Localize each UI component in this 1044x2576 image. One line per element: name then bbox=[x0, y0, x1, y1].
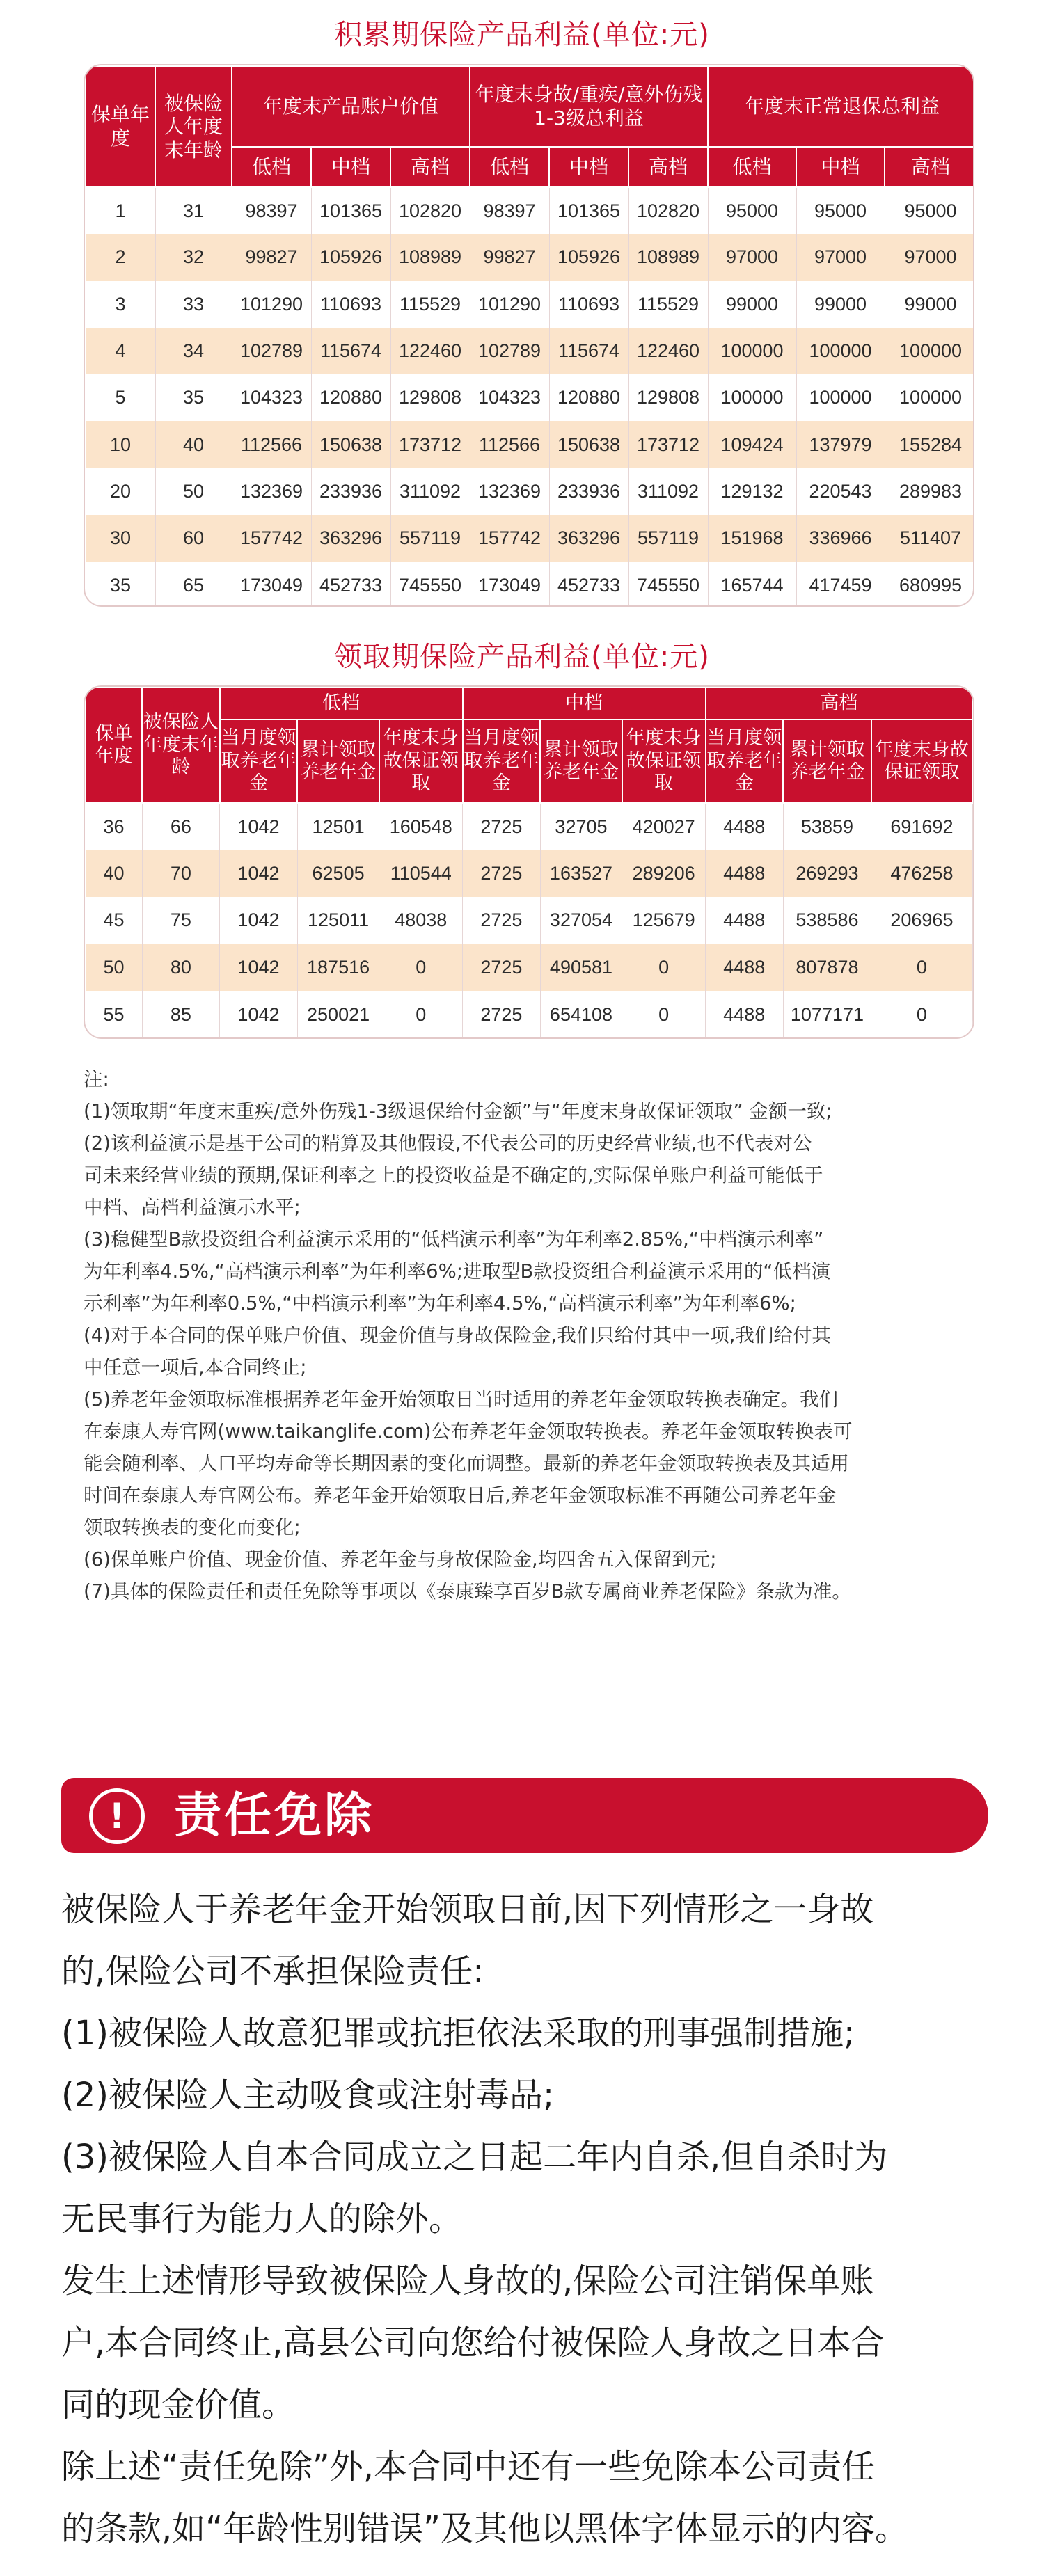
exclamation-circle-icon: ! bbox=[89, 1788, 145, 1844]
table-cell: 132369 bbox=[232, 468, 311, 515]
table-row bbox=[86, 515, 974, 562]
table-cell: 311092 bbox=[628, 468, 708, 515]
note-line: (5)养老年金领取标准根据养老年金开始领取日当时适用的养老年金领取转换表确定。我们 bbox=[84, 1388, 838, 1410]
table-cell: 0 bbox=[379, 991, 463, 1038]
table-cell: 80 bbox=[142, 944, 220, 992]
table-cell: 101290 bbox=[470, 281, 549, 328]
table-cell: 233936 bbox=[549, 468, 628, 515]
notes-list bbox=[84, 1095, 974, 1607]
table-cell: 110693 bbox=[549, 281, 628, 328]
table-cell: 289206 bbox=[622, 850, 706, 898]
table-cell: 0 bbox=[871, 991, 972, 1038]
table-row bbox=[86, 991, 972, 1038]
table-cell: 33 bbox=[155, 281, 232, 328]
table-cell: 125679 bbox=[622, 897, 706, 944]
table-cell: 100000 bbox=[708, 374, 796, 421]
body-line: 发生上述情形导致被保险人身故的,保险公司注销保单账 bbox=[61, 2261, 874, 2300]
table-cell: 2 bbox=[86, 234, 155, 280]
table-cell: 100000 bbox=[885, 328, 974, 374]
table-cell: 1042 bbox=[220, 944, 298, 992]
table-cell: 50 bbox=[86, 944, 142, 992]
accumulation-benefits-table bbox=[85, 65, 974, 607]
header-policy-year: 保单年度 bbox=[86, 66, 155, 187]
table-cell: 115529 bbox=[390, 281, 470, 328]
table-cell: 20 bbox=[86, 468, 155, 515]
accumulation-table-body bbox=[86, 187, 974, 607]
payout-table-title: 领取期保险产品利益(单位:元) bbox=[334, 641, 710, 673]
table-cell: 206965 bbox=[871, 897, 972, 944]
header-low: 低档 bbox=[232, 147, 311, 187]
header-insured-age: 被保险人年度末年龄 bbox=[155, 66, 232, 187]
body-line: (2)被保险人主动吸食或注射毒品; bbox=[61, 2076, 555, 2115]
table-cell: 5 bbox=[86, 374, 155, 421]
table-cell: 137979 bbox=[796, 421, 885, 468]
table-cell: 173712 bbox=[628, 421, 708, 468]
table-cell: 98397 bbox=[232, 187, 311, 234]
table-cell: 99827 bbox=[470, 234, 549, 280]
table-cell: 102789 bbox=[470, 328, 549, 374]
table-row bbox=[86, 562, 974, 607]
table-cell: 490581 bbox=[540, 944, 622, 992]
table-cell: 95000 bbox=[708, 187, 796, 234]
table-cell: 30 bbox=[86, 515, 155, 562]
note-line: 中档、高档利益演示水平; bbox=[84, 1196, 301, 1218]
table-cell: 807878 bbox=[783, 944, 871, 992]
table-cell: 95000 bbox=[885, 187, 974, 234]
table-cell: 1042 bbox=[220, 803, 298, 850]
body-line: (1)被保险人故意犯罪或抗拒依法采取的刑事强制措施; bbox=[61, 2014, 855, 2053]
table-cell: 50 bbox=[155, 468, 232, 515]
header-policy-year: 保单年度 bbox=[86, 687, 142, 803]
table-cell: 99000 bbox=[796, 281, 885, 328]
table-cell: 150638 bbox=[311, 421, 390, 468]
table-cell: 95000 bbox=[796, 187, 885, 234]
notes-section bbox=[84, 1063, 974, 1607]
table-cell: 112566 bbox=[232, 421, 311, 468]
table-cell: 220543 bbox=[796, 468, 885, 515]
body-line: 除上述“责任免除”外,本合同中还有一些免除本公司责任 bbox=[61, 2447, 875, 2486]
table-row bbox=[86, 374, 974, 421]
header-death-guarantee: 年度末身故保证领取 bbox=[379, 719, 463, 803]
header-low: 低档 bbox=[470, 147, 549, 187]
table-cell: 66 bbox=[142, 803, 220, 850]
note-line: 在泰康人寿官网(www.taikanglife.com)公布养老年金领取转换表。养老年金领取转换表可 bbox=[84, 1420, 853, 1442]
table-cell: 105926 bbox=[311, 234, 390, 280]
table-cell: 100000 bbox=[796, 374, 885, 421]
table-cell: 250021 bbox=[297, 991, 379, 1038]
table-cell: 157742 bbox=[232, 515, 311, 562]
table-row bbox=[86, 187, 974, 234]
table-cell: 0 bbox=[379, 944, 463, 992]
table-cell: 62505 bbox=[297, 850, 379, 898]
table-cell: 108989 bbox=[390, 234, 470, 280]
header-low-group: 低档 bbox=[220, 687, 463, 719]
table-cell: 157742 bbox=[470, 515, 549, 562]
header-mid: 中档 bbox=[549, 147, 628, 187]
table-cell: 680995 bbox=[885, 562, 974, 607]
table-cell: 40 bbox=[86, 850, 142, 898]
table-cell: 4488 bbox=[706, 850, 784, 898]
table-cell: 70 bbox=[142, 850, 220, 898]
table-cell: 163527 bbox=[540, 850, 622, 898]
table-cell: 155284 bbox=[885, 421, 974, 468]
table-cell: 115674 bbox=[311, 328, 390, 374]
table-cell: 34 bbox=[155, 328, 232, 374]
table-cell: 101290 bbox=[232, 281, 311, 328]
table-cell: 129808 bbox=[628, 374, 708, 421]
table-cell: 32 bbox=[155, 234, 232, 280]
table-cell: 511407 bbox=[885, 515, 974, 562]
table-cell: 2725 bbox=[463, 850, 541, 898]
note-line: (2)该利益演示是基于公司的精算及其他假设,不代表公司的历史经营业绩,也不代表对公 bbox=[84, 1132, 812, 1154]
table-cell: 104323 bbox=[470, 374, 549, 421]
table-row bbox=[86, 897, 972, 944]
table-cell: 109424 bbox=[708, 421, 796, 468]
table-cell: 31 bbox=[155, 187, 232, 234]
table-cell: 311092 bbox=[390, 468, 470, 515]
table-cell: 99000 bbox=[708, 281, 796, 328]
note-line: (6)保单账户价值、现金价值、养老年金与身故保险金,均四舍五入保留到元; bbox=[84, 1548, 717, 1571]
note-line: 司未来经营业绩的预期,保证利率之上的投资收益是不确定的,实际保单账户利益可能低于 bbox=[84, 1164, 823, 1186]
table-row bbox=[86, 281, 974, 328]
table-cell: 10 bbox=[86, 421, 155, 468]
accumulation-table-title: 积累期保险产品利益(单位:元) bbox=[334, 19, 710, 51]
note-line: 为年利率4.5%,“高档演示利率”为年利率6%;进取型B款投资组合利益演示采用的“低档演 bbox=[84, 1260, 831, 1282]
table-cell: 4 bbox=[86, 328, 155, 374]
table-cell: 115529 bbox=[628, 281, 708, 328]
table-cell: 1042 bbox=[220, 991, 298, 1038]
note-line: 时间在泰康人寿官网公布。养老年金开始领取日后,养老年金领取标准不再随公司养老年金 bbox=[84, 1484, 837, 1506]
table-cell: 36 bbox=[86, 803, 142, 850]
table-cell: 476258 bbox=[871, 850, 972, 898]
table-cell: 187516 bbox=[297, 944, 379, 992]
table-cell: 122460 bbox=[390, 328, 470, 374]
table-cell: 2725 bbox=[463, 897, 541, 944]
table-cell: 55 bbox=[86, 991, 142, 1038]
table-cell: 557119 bbox=[390, 515, 470, 562]
note-line: 领取转换表的变化而变化; bbox=[84, 1516, 301, 1539]
header-monthly-annuity: 当月度领取养老年金 bbox=[706, 719, 784, 803]
header-death-guarantee: 年度末身故保证领取 bbox=[871, 719, 972, 803]
table-cell: 102820 bbox=[628, 187, 708, 234]
table-cell: 100000 bbox=[708, 328, 796, 374]
table-cell: 35 bbox=[155, 374, 232, 421]
table-cell: 173049 bbox=[232, 562, 311, 607]
table-cell: 654108 bbox=[540, 991, 622, 1038]
table-cell: 98397 bbox=[470, 187, 549, 234]
table-cell: 0 bbox=[622, 991, 706, 1038]
table-cell: 1042 bbox=[220, 897, 298, 944]
table-cell: 173049 bbox=[470, 562, 549, 607]
accumulation-table-container bbox=[84, 64, 974, 607]
table-cell: 60 bbox=[155, 515, 232, 562]
table-cell: 165744 bbox=[708, 562, 796, 607]
header-monthly-annuity: 当月度领取养老年金 bbox=[220, 719, 298, 803]
table-cell: 2725 bbox=[463, 803, 541, 850]
header-low: 低档 bbox=[708, 147, 796, 187]
table-cell: 452733 bbox=[549, 562, 628, 607]
table-cell: 538586 bbox=[783, 897, 871, 944]
table-cell: 101365 bbox=[311, 187, 390, 234]
table-cell: 420027 bbox=[622, 803, 706, 850]
table-cell: 160548 bbox=[379, 803, 463, 850]
exclusions-title: 责任免除 bbox=[174, 1788, 375, 1843]
table-cell: 336966 bbox=[796, 515, 885, 562]
table-row bbox=[86, 803, 972, 850]
table-row bbox=[86, 234, 974, 280]
table-cell: 327054 bbox=[540, 897, 622, 944]
table-cell: 122460 bbox=[628, 328, 708, 374]
header-death-benefit: 年度末身故/重疾/意外伤残1-3级总利益 bbox=[470, 66, 708, 147]
table-cell: 132369 bbox=[470, 468, 549, 515]
table-cell: 48038 bbox=[379, 897, 463, 944]
table-cell: 35 bbox=[86, 562, 155, 607]
table-cell: 1042 bbox=[220, 850, 298, 898]
table-cell: 125011 bbox=[297, 897, 379, 944]
table-row bbox=[86, 328, 974, 374]
header-monthly-annuity: 当月度领取养老年金 bbox=[463, 719, 541, 803]
payout-table-container bbox=[84, 685, 974, 1039]
table-cell: 4488 bbox=[706, 897, 784, 944]
body-line: 的条款,如“年龄性别错误”及其他以黑体字体显示的内容。 bbox=[61, 2509, 908, 2548]
table-cell: 0 bbox=[871, 944, 972, 992]
body-line: 无民事行为能力人的除外。 bbox=[61, 2200, 463, 2239]
table-cell: 104323 bbox=[232, 374, 311, 421]
header-account-value: 年度末产品账户价值 bbox=[232, 66, 470, 147]
table-cell: 4488 bbox=[706, 803, 784, 850]
table-cell: 363296 bbox=[311, 515, 390, 562]
table-cell: 150638 bbox=[549, 421, 628, 468]
body-line: 户,本合同终止,高县公司向您给付被保险人身故之日本合 bbox=[61, 2323, 885, 2362]
table-row bbox=[86, 944, 972, 992]
table-cell: 85 bbox=[142, 991, 220, 1038]
table-cell: 112566 bbox=[470, 421, 549, 468]
table-cell: 100000 bbox=[885, 374, 974, 421]
note-line: (1)领取期“年度末重疾/意外伤残1-3级退保给付金额”与“年度末身故保证领取” 金额一致; bbox=[84, 1100, 832, 1122]
table-cell: 75 bbox=[142, 897, 220, 944]
table-cell: 1 bbox=[86, 187, 155, 234]
header-cumulative-annuity: 累计领取养老年金 bbox=[783, 719, 871, 803]
table-cell: 691692 bbox=[871, 803, 972, 850]
header-mid: 中档 bbox=[796, 147, 885, 187]
table-cell: 12501 bbox=[297, 803, 379, 850]
table-cell: 53859 bbox=[783, 803, 871, 850]
body-line: (3)被保险人自本合同成立之日起二年内自杀,但自杀时为 bbox=[61, 2138, 888, 2177]
table-cell: 65 bbox=[155, 562, 232, 607]
table-cell: 233936 bbox=[311, 468, 390, 515]
table-cell: 102820 bbox=[390, 187, 470, 234]
header-high: 高档 bbox=[628, 147, 708, 187]
table-cell: 417459 bbox=[796, 562, 885, 607]
note-line: 中任意一项后,本合同终止; bbox=[84, 1356, 307, 1378]
table-cell: 102789 bbox=[232, 328, 311, 374]
table-cell: 3 bbox=[86, 281, 155, 328]
header-cumulative-annuity: 累计领取养老年金 bbox=[297, 719, 379, 803]
table-cell: 101365 bbox=[549, 187, 628, 234]
table-cell: 97000 bbox=[708, 234, 796, 280]
table-row bbox=[86, 468, 974, 515]
table-cell: 452733 bbox=[311, 562, 390, 607]
note-line: (4)对于本合同的保单账户价值、现金价值与身故保险金,我们只给付其中一项,我们给付其 bbox=[84, 1324, 831, 1346]
header-mid: 中档 bbox=[311, 147, 390, 187]
note-line: (7)具体的保险责任和责任免除等事项以《泰康臻享百岁B款专属商业养老保险》条款为准。 bbox=[84, 1580, 851, 1603]
table-cell: 110544 bbox=[379, 850, 463, 898]
table-cell: 289983 bbox=[885, 468, 974, 515]
table-cell: 129132 bbox=[708, 468, 796, 515]
table-row bbox=[86, 850, 972, 898]
table-cell: 115674 bbox=[549, 328, 628, 374]
table-cell: 99000 bbox=[885, 281, 974, 328]
table-cell: 2725 bbox=[463, 991, 541, 1038]
table-cell: 4488 bbox=[706, 991, 784, 1038]
header-mid-group: 中档 bbox=[463, 687, 706, 719]
table-cell: 99827 bbox=[232, 234, 311, 280]
table-row bbox=[86, 421, 974, 468]
body-line: 同的现金价值。 bbox=[61, 2385, 296, 2424]
table-cell: 32705 bbox=[540, 803, 622, 850]
header-surrender-benefit: 年度末正常退保总利益 bbox=[708, 66, 974, 147]
payout-table-body bbox=[86, 803, 972, 1038]
table-cell: 4488 bbox=[706, 944, 784, 992]
table-cell: 745550 bbox=[390, 562, 470, 607]
table-cell: 129808 bbox=[390, 374, 470, 421]
table-cell: 45 bbox=[86, 897, 142, 944]
table-cell: 108989 bbox=[628, 234, 708, 280]
table-cell: 151968 bbox=[708, 515, 796, 562]
header-high: 高档 bbox=[885, 147, 974, 187]
table-cell: 1077171 bbox=[783, 991, 871, 1038]
table-cell: 173712 bbox=[390, 421, 470, 468]
table-cell: 100000 bbox=[796, 328, 885, 374]
body-line: 的,保险公司不承担保险责任: bbox=[61, 1952, 484, 1991]
table-cell: 745550 bbox=[628, 562, 708, 607]
header-cumulative-annuity: 累计领取养老年金 bbox=[540, 719, 622, 803]
note-line: 能会随利率、人口平均寿命等长期因素的变化而调整。最新的养老年金领取转换表及其适用 bbox=[84, 1452, 849, 1474]
table-cell: 97000 bbox=[885, 234, 974, 280]
note-line: 示利率”为年利率0.5%,“中档演示利率”为年利率4.5%,“高档演示利率”为年利率6%; bbox=[84, 1292, 796, 1314]
header-insured-age: 被保险人年度末年龄 bbox=[142, 687, 220, 803]
table-cell: 120880 bbox=[311, 374, 390, 421]
notes-heading: 注: bbox=[84, 1068, 109, 1090]
header-death-guarantee: 年度末身故保证领取 bbox=[622, 719, 706, 803]
table-cell: 105926 bbox=[549, 234, 628, 280]
table-cell: 97000 bbox=[796, 234, 885, 280]
table-cell: 110693 bbox=[311, 281, 390, 328]
table-cell: 2725 bbox=[463, 944, 541, 992]
table-cell: 269293 bbox=[783, 850, 871, 898]
body-line: 被保险人于养老年金开始领取日前,因下列情形之一身故 bbox=[61, 1890, 874, 1929]
exclusions-body bbox=[61, 1879, 988, 2560]
note-line: (3)稳健型B款投资组合利益演示采用的“低档演示利率”为年利率2.85%,“中档演示利率” bbox=[84, 1228, 824, 1250]
table-cell: 557119 bbox=[628, 515, 708, 562]
table-cell: 40 bbox=[155, 421, 232, 468]
table-cell: 120880 bbox=[549, 374, 628, 421]
table-cell: 0 bbox=[622, 944, 706, 992]
header-high-group: 高档 bbox=[706, 687, 973, 719]
header-high: 高档 bbox=[390, 147, 470, 187]
payout-benefits-table bbox=[85, 687, 973, 1038]
table-cell: 363296 bbox=[549, 515, 628, 562]
